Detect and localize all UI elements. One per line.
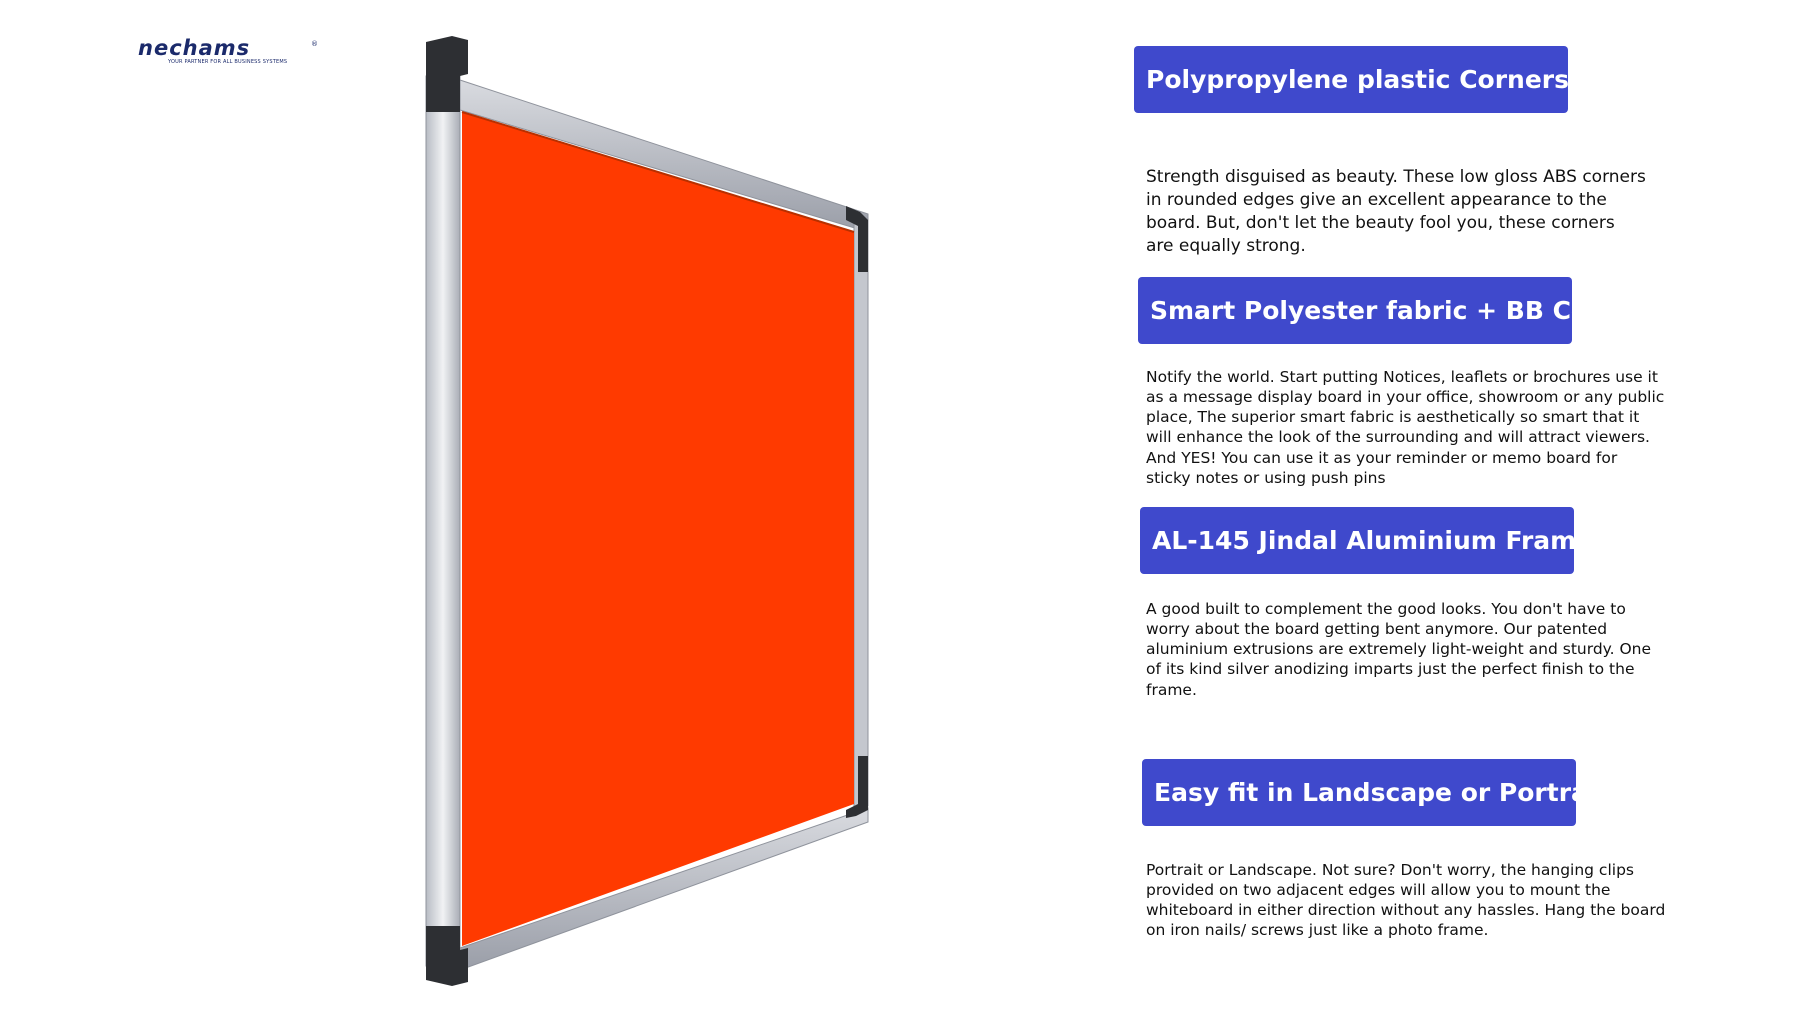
frame-right [854, 224, 868, 812]
feature-title: Smart Polyester fabric + BB Core [1138, 277, 1572, 344]
frame-left [426, 76, 460, 966]
registered-mark: ® [311, 40, 318, 48]
brand-name: nechams [138, 36, 251, 60]
feature-description: Strength disguised as beauty. These low gloss ABS corners in rounded edges give an excellent appearance to the board. But, don't let the beauty fool you, these corners are equally strong. [1146, 167, 1646, 256]
notice-board-image [420, 36, 880, 986]
feature-description: Portrait or Landscape. Not sure? Don't worry, the hanging clips provided on two adjacent edges will allow you to mount the whiteboard in either direction without any hassles. Hang the board on iron nails/ screws just like a photo frame. [1146, 861, 1666, 940]
board-surface [462, 112, 854, 946]
brand-logo [138, 38, 318, 70]
notice-board-illustration [420, 36, 880, 986]
feature-description: A good built to complement the good looks. You don't have to worry about the board getting bent anymore. Our patented aluminium extrusions are extremely light-weight and sturdy. One of its kind silver anodizing imparts just the perfect finish to the frame. [1146, 600, 1652, 699]
feature-title: Easy fit in Landscape or Portrait [1142, 759, 1576, 826]
corner-bottom-left [426, 926, 468, 986]
feature-title: Polypropylene plastic Corners [1134, 46, 1568, 113]
feature-title: AL-145 Jindal Aluminium Frame [1140, 507, 1574, 574]
feature-description: Notify the world. Start putting Notices, leaflets or brochures use it as a message display board in your office, showroom or any public place, The superior smart fabric is aesthetically so smart that it will enhance the look of the surrounding and will attract viewers. And YES! You can use it as your reminder or memo board for sticky notes or using push pins [1146, 368, 1665, 487]
brand-tagline: YOUR PARTNER FOR ALL BUSINESS SYSTEMS [168, 59, 288, 65]
